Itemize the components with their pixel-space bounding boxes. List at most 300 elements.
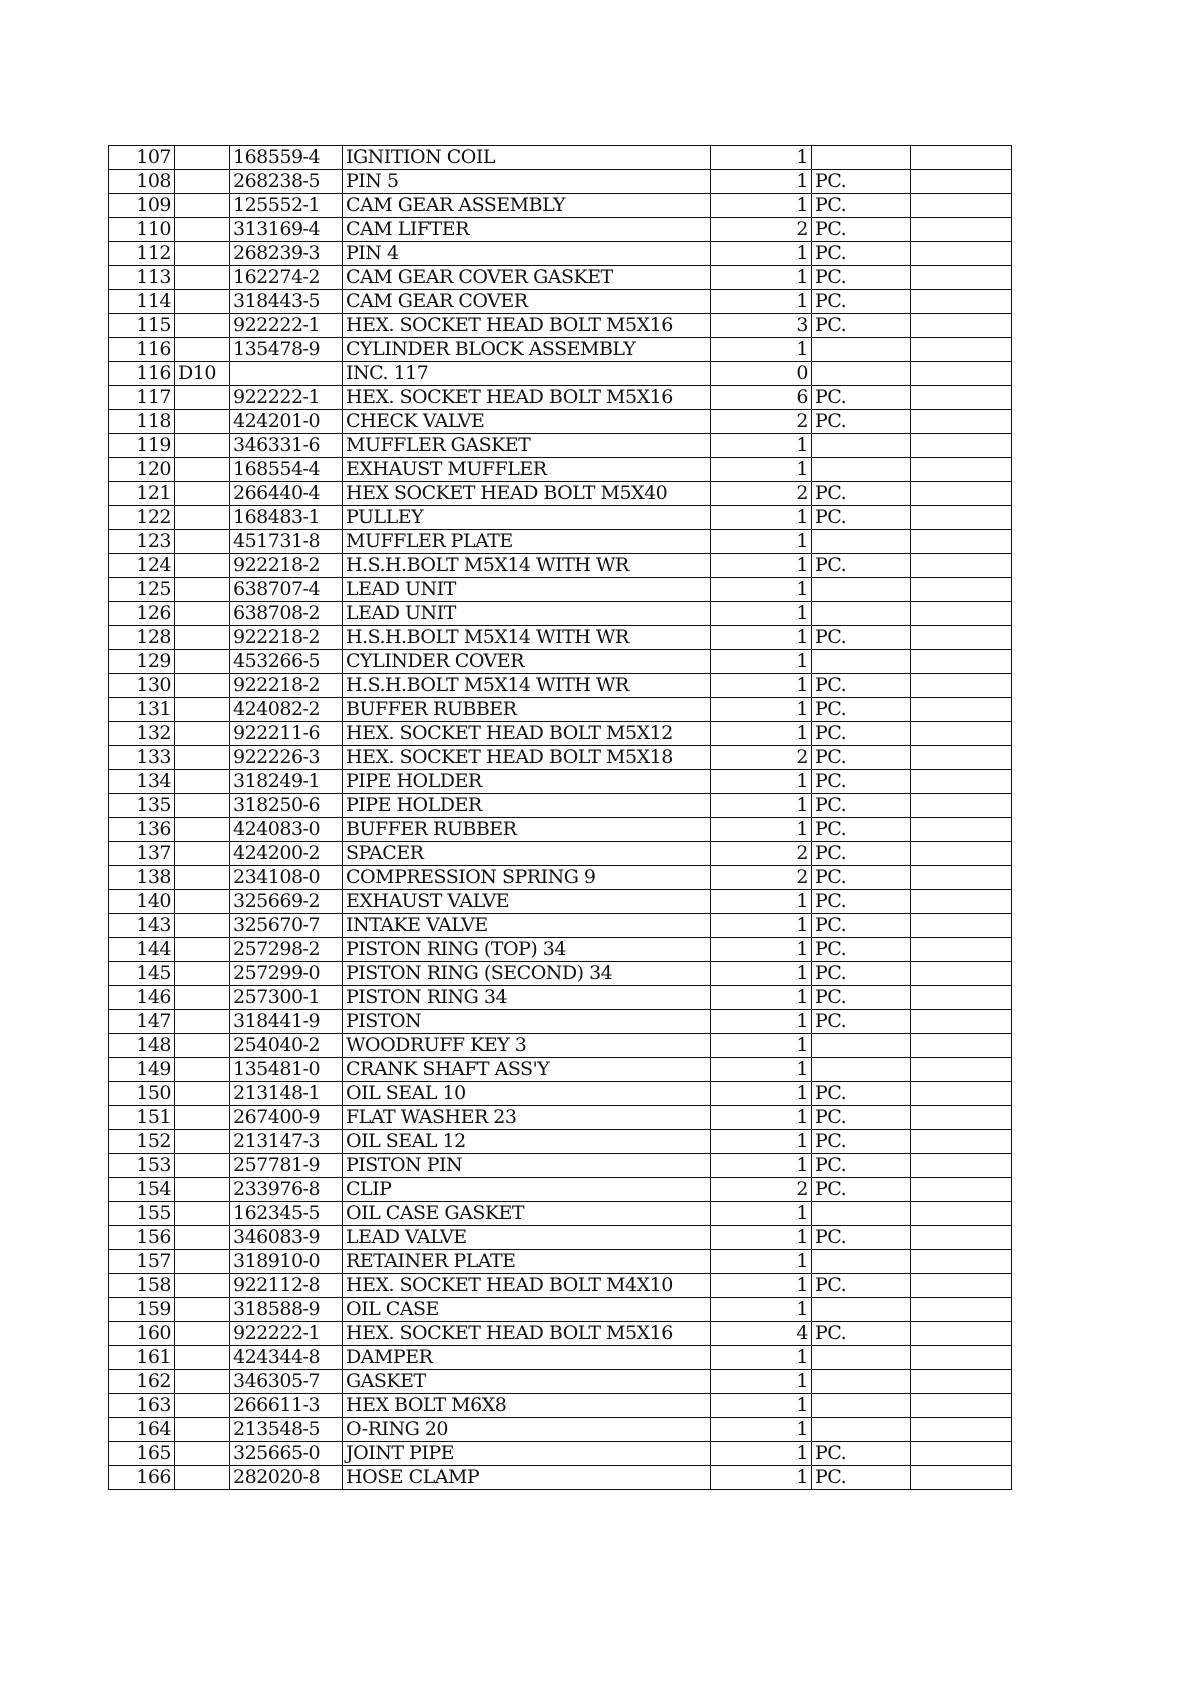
note-cell <box>911 362 1012 386</box>
unit-cell <box>812 578 911 602</box>
figure-ref-cell <box>175 554 230 578</box>
quantity-cell: 1 <box>711 1370 812 1394</box>
unit-cell <box>812 602 911 626</box>
part-number-cell: 313169-4 <box>230 218 343 242</box>
part-number-cell: 213148-1 <box>230 1082 343 1106</box>
note-cell <box>911 1202 1012 1226</box>
description-cell: PULLEY <box>343 506 711 530</box>
figure-ref-cell <box>175 1058 230 1082</box>
item-number-cell: 118 <box>109 410 175 434</box>
quantity-cell: 1 <box>711 1106 812 1130</box>
note-cell <box>911 698 1012 722</box>
note-cell <box>911 314 1012 338</box>
table-row <box>109 794 1012 818</box>
item-number-cell: 165 <box>109 1442 175 1466</box>
figure-ref-cell <box>175 338 230 362</box>
description-cell: PIN 5 <box>343 170 711 194</box>
table-row <box>109 1058 1012 1082</box>
description-cell: CAM GEAR ASSEMBLY <box>343 194 711 218</box>
unit-cell: PC. <box>812 314 911 338</box>
description-cell: PIPE HOLDER <box>343 770 711 794</box>
table-row <box>109 746 1012 770</box>
table-row <box>109 1178 1012 1202</box>
figure-ref-cell <box>175 914 230 938</box>
table-row <box>109 194 1012 218</box>
unit-cell: PC. <box>812 1226 911 1250</box>
table-row <box>109 1442 1012 1466</box>
note-cell <box>911 1226 1012 1250</box>
table-row <box>109 890 1012 914</box>
quantity-cell: 1 <box>711 578 812 602</box>
unit-cell: PC. <box>812 770 911 794</box>
description-cell: PISTON <box>343 1010 711 1034</box>
part-number-cell: 318443-5 <box>230 290 343 314</box>
unit-cell <box>812 458 911 482</box>
description-cell: WOODRUFF KEY 3 <box>343 1034 711 1058</box>
part-number-cell: 325670-7 <box>230 914 343 938</box>
description-cell: HEX. SOCKET HEAD BOLT M5X16 <box>343 386 711 410</box>
unit-cell: PC. <box>812 842 911 866</box>
figure-ref-cell <box>175 1394 230 1418</box>
quantity-cell: 1 <box>711 266 812 290</box>
table-row <box>109 554 1012 578</box>
unit-cell <box>812 362 911 386</box>
note-cell <box>911 1082 1012 1106</box>
note-cell <box>911 1346 1012 1370</box>
figure-ref-cell <box>175 1034 230 1058</box>
note-cell <box>911 170 1012 194</box>
part-number-cell: 424082-2 <box>230 698 343 722</box>
quantity-cell: 1 <box>711 458 812 482</box>
description-cell: CLIP <box>343 1178 711 1202</box>
table-row <box>109 866 1012 890</box>
table-row <box>109 626 1012 650</box>
quantity-cell: 1 <box>711 554 812 578</box>
quantity-cell: 1 <box>711 698 812 722</box>
table-row <box>109 458 1012 482</box>
note-cell <box>911 386 1012 410</box>
figure-ref-cell <box>175 1298 230 1322</box>
item-number-cell: 164 <box>109 1418 175 1442</box>
table-row <box>109 1466 1012 1490</box>
figure-ref-cell <box>175 866 230 890</box>
item-number-cell: 155 <box>109 1202 175 1226</box>
note-cell <box>911 914 1012 938</box>
part-number-cell: 257298-2 <box>230 938 343 962</box>
table-row <box>109 986 1012 1010</box>
part-number-cell: 234108-0 <box>230 866 343 890</box>
note-cell <box>911 578 1012 602</box>
figure-ref-cell <box>175 626 230 650</box>
part-number-cell: 424083-0 <box>230 818 343 842</box>
unit-cell: PC. <box>812 962 911 986</box>
quantity-cell: 1 <box>711 722 812 746</box>
description-cell: BUFFER RUBBER <box>343 818 711 842</box>
quantity-cell: 3 <box>711 314 812 338</box>
quantity-cell: 2 <box>711 842 812 866</box>
part-number-cell: 638708-2 <box>230 602 343 626</box>
figure-ref-cell <box>175 578 230 602</box>
unit-cell: PC. <box>812 386 911 410</box>
unit-cell: PC. <box>812 1082 911 1106</box>
item-number-cell: 124 <box>109 554 175 578</box>
part-number-cell: 135481-0 <box>230 1058 343 1082</box>
table-row <box>109 1106 1012 1130</box>
figure-ref-cell <box>175 1130 230 1154</box>
quantity-cell: 1 <box>711 794 812 818</box>
unit-cell: PC. <box>812 746 911 770</box>
table-row <box>109 1202 1012 1226</box>
unit-cell: PC. <box>812 794 911 818</box>
item-number-cell: 133 <box>109 746 175 770</box>
quantity-cell: 4 <box>711 1322 812 1346</box>
item-number-cell: 147 <box>109 1010 175 1034</box>
item-number-cell: 108 <box>109 170 175 194</box>
figure-ref-cell <box>175 266 230 290</box>
part-number-cell: 325665-0 <box>230 1442 343 1466</box>
table-row <box>109 818 1012 842</box>
unit-cell <box>812 1202 911 1226</box>
unit-cell: PC. <box>812 1178 911 1202</box>
figure-ref-cell <box>175 818 230 842</box>
note-cell <box>911 818 1012 842</box>
note-cell <box>911 962 1012 986</box>
table-row <box>109 314 1012 338</box>
quantity-cell: 1 <box>711 434 812 458</box>
item-number-cell: 137 <box>109 842 175 866</box>
note-cell <box>911 1130 1012 1154</box>
description-cell: H.S.H.BOLT M5X14 WITH WR <box>343 626 711 650</box>
quantity-cell: 0 <box>711 362 812 386</box>
figure-ref-cell <box>175 146 230 170</box>
part-number-cell: 233976-8 <box>230 1178 343 1202</box>
part-number-cell: 162345-5 <box>230 1202 343 1226</box>
description-cell: CAM GEAR COVER GASKET <box>343 266 711 290</box>
part-number-cell: 168559-4 <box>230 146 343 170</box>
item-number-cell: 129 <box>109 650 175 674</box>
unit-cell: PC. <box>812 1322 911 1346</box>
unit-cell: PC. <box>812 914 911 938</box>
table-row <box>109 434 1012 458</box>
item-number-cell: 136 <box>109 818 175 842</box>
description-cell: H.S.H.BOLT M5X14 WITH WR <box>343 554 711 578</box>
note-cell <box>911 1034 1012 1058</box>
part-number-cell: 451731-8 <box>230 530 343 554</box>
unit-cell: PC. <box>812 1106 911 1130</box>
note-cell <box>911 1154 1012 1178</box>
note-cell <box>911 938 1012 962</box>
item-number-cell: 161 <box>109 1346 175 1370</box>
item-number-cell: 144 <box>109 938 175 962</box>
unit-cell: PC. <box>812 938 911 962</box>
item-number-cell: 107 <box>109 146 175 170</box>
note-cell <box>911 1010 1012 1034</box>
part-number-cell: 125552-1 <box>230 194 343 218</box>
note-cell <box>911 458 1012 482</box>
item-number-cell: 143 <box>109 914 175 938</box>
note-cell <box>911 290 1012 314</box>
item-number-cell: 156 <box>109 1226 175 1250</box>
table-row <box>109 386 1012 410</box>
figure-ref-cell <box>175 482 230 506</box>
figure-ref-cell <box>175 794 230 818</box>
unit-cell: PC. <box>812 674 911 698</box>
table-row <box>109 602 1012 626</box>
quantity-cell: 1 <box>711 242 812 266</box>
quantity-cell: 1 <box>711 1418 812 1442</box>
part-number-cell: 424344-8 <box>230 1346 343 1370</box>
part-number-cell: 922226-3 <box>230 746 343 770</box>
unit-cell <box>812 530 911 554</box>
unit-cell: PC. <box>812 986 911 1010</box>
table-row <box>109 170 1012 194</box>
part-number-cell: 346331-6 <box>230 434 343 458</box>
table-row <box>109 914 1012 938</box>
note-cell <box>911 722 1012 746</box>
quantity-cell: 1 <box>711 1058 812 1082</box>
item-number-cell: 163 <box>109 1394 175 1418</box>
unit-cell <box>812 1298 911 1322</box>
part-number-cell: 168554-4 <box>230 458 343 482</box>
item-number-cell: 162 <box>109 1370 175 1394</box>
unit-cell: PC. <box>812 1010 911 1034</box>
note-cell <box>911 338 1012 362</box>
part-number-cell: 424201-0 <box>230 410 343 434</box>
part-number-cell: 268238-5 <box>230 170 343 194</box>
note-cell <box>911 866 1012 890</box>
description-cell: MUFFLER GASKET <box>343 434 711 458</box>
figure-ref-cell <box>175 650 230 674</box>
quantity-cell: 1 <box>711 890 812 914</box>
item-number-cell: 158 <box>109 1274 175 1298</box>
part-number-cell: 257300-1 <box>230 986 343 1010</box>
description-cell: HEX. SOCKET HEAD BOLT M5X16 <box>343 1322 711 1346</box>
unit-cell <box>812 1394 911 1418</box>
part-number-cell: 318910-0 <box>230 1250 343 1274</box>
table-row <box>109 410 1012 434</box>
part-number-cell: 346083-9 <box>230 1226 343 1250</box>
description-cell: CRANK SHAFT ASS'Y <box>343 1058 711 1082</box>
figure-ref-cell <box>175 1322 230 1346</box>
item-number-cell: 154 <box>109 1178 175 1202</box>
figure-ref-cell <box>175 1442 230 1466</box>
quantity-cell: 1 <box>711 1202 812 1226</box>
note-cell <box>911 794 1012 818</box>
quantity-cell: 2 <box>711 1178 812 1202</box>
item-number-cell: 160 <box>109 1322 175 1346</box>
description-cell: HEX. SOCKET HEAD BOLT M5X18 <box>343 746 711 770</box>
part-number-cell: 168483-1 <box>230 506 343 530</box>
table-row <box>109 290 1012 314</box>
quantity-cell: 1 <box>711 1346 812 1370</box>
note-cell <box>911 554 1012 578</box>
note-cell <box>911 1274 1012 1298</box>
note-cell <box>911 746 1012 770</box>
table-row <box>109 530 1012 554</box>
table-row <box>109 1274 1012 1298</box>
item-number-cell: 132 <box>109 722 175 746</box>
table-row <box>109 146 1012 170</box>
figure-ref-cell <box>175 506 230 530</box>
table-row <box>109 362 1012 386</box>
note-cell <box>911 890 1012 914</box>
quantity-cell: 1 <box>711 626 812 650</box>
figure-ref-cell <box>175 1466 230 1490</box>
unit-cell <box>812 1418 911 1442</box>
figure-ref-cell <box>175 242 230 266</box>
unit-cell: PC. <box>812 266 911 290</box>
note-cell <box>911 986 1012 1010</box>
quantity-cell: 2 <box>711 218 812 242</box>
item-number-cell: 119 <box>109 434 175 458</box>
table-row <box>109 266 1012 290</box>
item-number-cell: 131 <box>109 698 175 722</box>
unit-cell: PC. <box>812 506 911 530</box>
quantity-cell: 1 <box>711 602 812 626</box>
note-cell <box>911 1322 1012 1346</box>
note-cell <box>911 602 1012 626</box>
item-number-cell: 148 <box>109 1034 175 1058</box>
description-cell: OIL CASE <box>343 1298 711 1322</box>
parts-list-body <box>109 146 1012 1490</box>
unit-cell: PC. <box>812 1130 911 1154</box>
item-number-cell: 114 <box>109 290 175 314</box>
note-cell <box>911 770 1012 794</box>
item-number-cell: 116 <box>109 362 175 386</box>
figure-ref-cell <box>175 962 230 986</box>
description-cell: RETAINER PLATE <box>343 1250 711 1274</box>
unit-cell: PC. <box>812 1274 911 1298</box>
unit-cell: PC. <box>812 170 911 194</box>
item-number-cell: 115 <box>109 314 175 338</box>
description-cell: HEX BOLT M6X8 <box>343 1394 711 1418</box>
table-row <box>109 242 1012 266</box>
quantity-cell: 1 <box>711 1394 812 1418</box>
figure-ref-cell <box>175 314 230 338</box>
table-row <box>109 1298 1012 1322</box>
part-number-cell: 254040-2 <box>230 1034 343 1058</box>
part-number-cell: 266611-3 <box>230 1394 343 1418</box>
note-cell <box>911 266 1012 290</box>
unit-cell: PC. <box>812 1466 911 1490</box>
description-cell: CAM GEAR COVER <box>343 290 711 314</box>
item-number-cell: 135 <box>109 794 175 818</box>
description-cell: HEX. SOCKET HEAD BOLT M5X16 <box>343 314 711 338</box>
table-row <box>109 770 1012 794</box>
table-row <box>109 1082 1012 1106</box>
unit-cell <box>812 1346 911 1370</box>
note-cell <box>911 1466 1012 1490</box>
note-cell <box>911 1418 1012 1442</box>
unit-cell: PC. <box>812 722 911 746</box>
description-cell: FLAT WASHER 23 <box>343 1106 711 1130</box>
description-cell: LEAD VALVE <box>343 1226 711 1250</box>
figure-ref-cell <box>175 410 230 434</box>
description-cell: CYLINDER BLOCK ASSEMBLY <box>343 338 711 362</box>
description-cell: PISTON RING (SECOND) 34 <box>343 962 711 986</box>
part-number-cell: 922222-1 <box>230 386 343 410</box>
quantity-cell: 1 <box>711 506 812 530</box>
note-cell <box>911 1370 1012 1394</box>
quantity-cell: 1 <box>711 1130 812 1154</box>
description-cell: COMPRESSION SPRING 9 <box>343 866 711 890</box>
description-cell: CYLINDER COVER <box>343 650 711 674</box>
item-number-cell: 113 <box>109 266 175 290</box>
part-number-cell: 922222-1 <box>230 314 343 338</box>
item-number-cell: 121 <box>109 482 175 506</box>
item-number-cell: 138 <box>109 866 175 890</box>
description-cell: PISTON RING (TOP) 34 <box>343 938 711 962</box>
quantity-cell: 1 <box>711 1466 812 1490</box>
item-number-cell: 109 <box>109 194 175 218</box>
note-cell <box>911 434 1012 458</box>
description-cell: H.S.H.BOLT M5X14 WITH WR <box>343 674 711 698</box>
description-cell: LEAD UNIT <box>343 578 711 602</box>
part-number-cell: 346305-7 <box>230 1370 343 1394</box>
note-cell <box>911 146 1012 170</box>
item-number-cell: 123 <box>109 530 175 554</box>
table-row <box>109 506 1012 530</box>
description-cell: OIL SEAL 12 <box>343 1130 711 1154</box>
note-cell <box>911 242 1012 266</box>
part-number-cell: 268239-3 <box>230 242 343 266</box>
item-number-cell: 112 <box>109 242 175 266</box>
quantity-cell: 2 <box>711 482 812 506</box>
item-number-cell: 159 <box>109 1298 175 1322</box>
item-number-cell: 130 <box>109 674 175 698</box>
figure-ref-cell <box>175 890 230 914</box>
description-cell: HEX. SOCKET HEAD BOLT M4X10 <box>343 1274 711 1298</box>
description-cell: IGNITION COIL <box>343 146 711 170</box>
quantity-cell: 1 <box>711 1082 812 1106</box>
item-number-cell: 128 <box>109 626 175 650</box>
part-number-cell: 453266-5 <box>230 650 343 674</box>
note-cell <box>911 1178 1012 1202</box>
note-cell <box>911 842 1012 866</box>
quantity-cell: 1 <box>711 650 812 674</box>
table-row <box>109 650 1012 674</box>
unit-cell <box>812 434 911 458</box>
quantity-cell: 1 <box>711 674 812 698</box>
figure-ref-cell <box>175 1370 230 1394</box>
quantity-cell: 2 <box>711 746 812 770</box>
note-cell <box>911 1106 1012 1130</box>
note-cell <box>911 218 1012 242</box>
description-cell: HOSE CLAMP <box>343 1466 711 1490</box>
figure-ref-cell <box>175 1010 230 1034</box>
note-cell <box>911 482 1012 506</box>
item-number-cell: 110 <box>109 218 175 242</box>
quantity-cell: 1 <box>711 170 812 194</box>
figure-ref-cell <box>175 170 230 194</box>
figure-ref-cell <box>175 938 230 962</box>
description-cell: PISTON RING 34 <box>343 986 711 1010</box>
item-number-cell: 157 <box>109 1250 175 1274</box>
figure-ref-cell <box>175 698 230 722</box>
note-cell <box>911 194 1012 218</box>
part-number-cell: 162274-2 <box>230 266 343 290</box>
item-number-cell: 145 <box>109 962 175 986</box>
quantity-cell: 1 <box>711 194 812 218</box>
description-cell: OIL CASE GASKET <box>343 1202 711 1226</box>
part-number-cell: 325669-2 <box>230 890 343 914</box>
note-cell <box>911 626 1012 650</box>
table-row <box>109 578 1012 602</box>
note-cell <box>911 650 1012 674</box>
description-cell: DAMPER <box>343 1346 711 1370</box>
item-number-cell: 166 <box>109 1466 175 1490</box>
quantity-cell: 1 <box>711 1154 812 1178</box>
